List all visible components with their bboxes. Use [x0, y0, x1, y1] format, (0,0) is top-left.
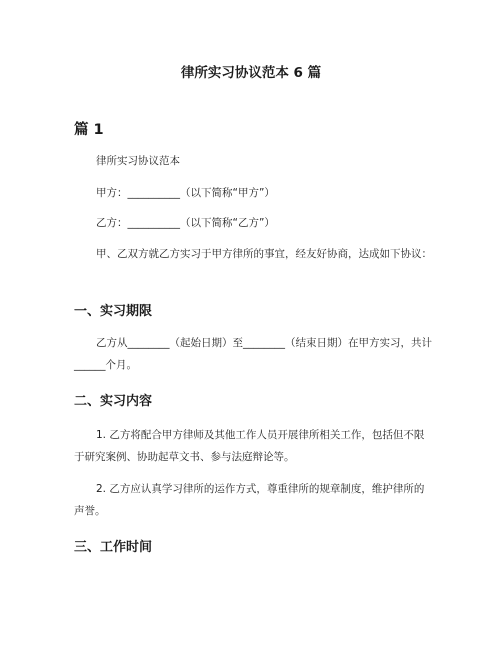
internship-content-item-2: 2. 乙方应认真学习律所的运作方式，尊重律所的规章制度，维护律所的声誉。 — [74, 483, 425, 517]
intro-title: 律所实习协议范本 — [96, 155, 180, 167]
preamble-paragraph: 甲、乙双方就乙方实习于甲方律所的事宜，经友好协商，达成如下协议： — [96, 248, 432, 260]
document-title: 律所实习协议范本 6 篇 — [180, 65, 322, 81]
internship-content-item-1: 1. 乙方将配合甲方律师及其他工作人员开展律所相关工作，包括但不限于研究案例、协助起草文书、参与法庭辩论等。 — [74, 429, 425, 463]
heading-working-hours: 三、工作时间 — [74, 540, 153, 555]
party-a-line: 甲方：__________（以下简称“甲方”） — [96, 187, 275, 199]
internship-period-paragraph: 乙方从________（起始日期）至________（结束日期）在甲方实习，共计______个月。 — [74, 337, 432, 371]
heading-internship-content: 二、实习内容 — [74, 394, 153, 409]
heading-internship-period: 一、实习期限 — [74, 304, 153, 319]
section-title: 篇 1 — [74, 122, 104, 138]
party-b-line: 乙方：__________（以下简称“乙方”） — [96, 217, 275, 229]
